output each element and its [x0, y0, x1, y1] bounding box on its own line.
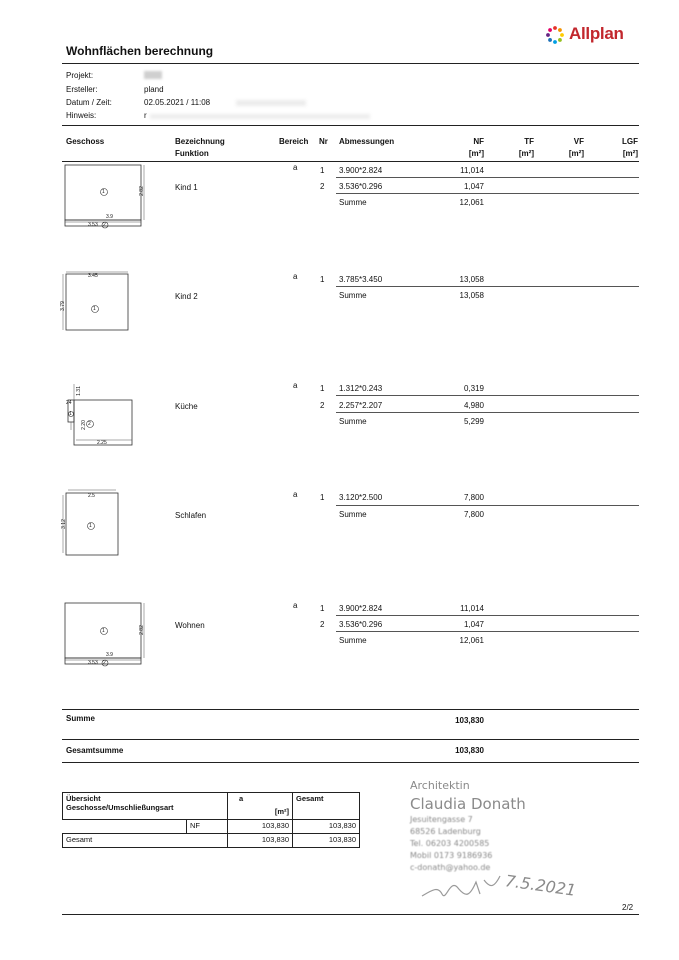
floorplan-sketch-schlafen	[60, 490, 130, 560]
sketch-label-area-2: 2	[103, 222, 106, 228]
room-summe-value: 12,061	[459, 636, 484, 645]
row-rule	[336, 412, 639, 413]
summe-label: Summe	[66, 714, 95, 723]
sketch-label-dim-width: 3.9	[106, 652, 113, 658]
overview-table	[62, 792, 360, 848]
sketch-label-area-1: 1	[69, 411, 72, 417]
overview-title-2: Geschosse/Umschließungsart	[66, 803, 174, 812]
room-summe-label: Summe	[339, 291, 367, 300]
row-dim: 1.312*0.243	[339, 384, 383, 393]
meta-value-ersteller: pland	[144, 85, 164, 94]
row-rule	[336, 193, 639, 194]
col-lgf: LGF	[622, 137, 638, 146]
meta-value-datum: 02.05.2021 / 11:08	[144, 98, 211, 107]
col-bezeichnung: Bezeichnung	[175, 137, 225, 146]
footer-rule	[62, 914, 639, 915]
overview-nf-row	[63, 820, 360, 834]
row-rule	[336, 177, 639, 178]
row-nf: 11,014	[460, 166, 484, 175]
stamp-line-6: Mobil 0173 9186936	[410, 851, 493, 860]
stamp-line-4: 68526 Ladenburg	[410, 827, 481, 836]
room-summe-label: Summe	[339, 636, 367, 645]
room-summe-value: 5,299	[463, 417, 484, 426]
room-name: Küche	[175, 402, 198, 411]
meta-label-hinweis: Hinweis:	[66, 111, 97, 120]
logo-dot	[548, 28, 552, 32]
sketch-label-dim-height: 3.12	[60, 519, 67, 529]
row-nr: 2	[320, 182, 325, 191]
row-nf: 11,014	[460, 604, 484, 613]
sketch-label-area-1: 1	[102, 189, 105, 195]
stamp-line-7: c-donath@yahoo.de	[410, 863, 491, 872]
row-nf: 1,047	[463, 620, 484, 629]
logo-dot	[560, 33, 564, 37]
row-nr: 1	[320, 493, 325, 502]
room-name: Wohnen	[175, 621, 205, 630]
overview-title-cell	[63, 793, 228, 820]
page-title: Wohnflächen berechnung	[66, 44, 214, 58]
sketch-label-area-1: 1	[102, 628, 105, 634]
totals-rule-bottom	[62, 762, 639, 763]
col-funktion: Funktion	[175, 149, 209, 158]
room-summe-value: 12,061	[459, 198, 484, 207]
header-rule	[62, 161, 639, 162]
sketch-label-dim-height: 2.82	[138, 625, 145, 635]
col-vf: VF	[573, 137, 584, 146]
row-dim: 3.785*3.450	[339, 275, 383, 284]
allplan-logo	[545, 24, 635, 46]
overview-col-a	[228, 793, 293, 820]
room-summe-label: Summe	[339, 198, 367, 207]
row-dim: 3.900*2.824	[339, 604, 383, 613]
room-bereich: a	[293, 163, 298, 172]
overview-header-row	[63, 793, 360, 820]
row-rule	[336, 505, 639, 506]
overview-nf-label: NF	[187, 820, 228, 834]
overview-col-unit: [m²]	[274, 807, 289, 816]
sketch-label-area-2: 2	[88, 421, 91, 427]
row-rule	[336, 631, 639, 632]
sketch-label-dim-height: 2.82	[138, 186, 145, 196]
col-tf-unit: [m²]	[518, 149, 534, 158]
sketch-label-area-1: 1	[93, 306, 96, 312]
sketch-label-dim-height: 3.79	[59, 301, 66, 311]
room-summe-value: 7,800	[463, 510, 484, 519]
overview-col-gesamt	[293, 793, 360, 820]
room-summe-label: Summe	[339, 417, 367, 426]
logo-dot	[558, 28, 562, 32]
row-dim: 3.900*2.824	[339, 166, 383, 175]
row-nf: 0,319	[463, 384, 484, 393]
sketch-label-dim-height: 2.20	[80, 420, 87, 430]
room-bereich: a	[293, 272, 298, 281]
room-bereich: a	[293, 381, 298, 390]
overview-gesamt-gesamt: 103,830	[293, 834, 360, 848]
row-dim: 2.257*2.207	[339, 401, 383, 410]
brand-name: Allplan	[569, 24, 624, 43]
gesamtsumme-label: Gesamtsumme	[66, 746, 124, 755]
col-abmessungen: Abmessungen	[339, 137, 395, 146]
room-summe-label: Summe	[339, 510, 367, 519]
logo-dot	[553, 40, 557, 44]
meta-rule	[62, 125, 639, 126]
logo-dot	[558, 38, 562, 42]
redacted-date-note	[236, 100, 306, 106]
logo-dot	[546, 33, 550, 37]
col-nf-unit: [m²]	[468, 149, 484, 158]
room-bereich: a	[293, 601, 298, 610]
col-geschoss: Geschoss	[66, 137, 105, 146]
overview-empty-cell	[63, 820, 187, 834]
sketch-label-dim-width: 3.45	[88, 273, 98, 279]
room-summe-value: 13,058	[459, 291, 484, 300]
row-nr: 2	[320, 401, 325, 410]
row-nr: 2	[320, 620, 325, 629]
overview-title-1: Übersicht	[66, 794, 101, 803]
overview-gesamt-row	[63, 834, 360, 848]
row-rule	[336, 615, 639, 616]
meta-label-projekt: Projekt:	[66, 71, 94, 80]
totals-rule-mid	[62, 739, 639, 740]
row-nf: 4,980	[463, 401, 484, 410]
col-tf: TF	[524, 137, 534, 146]
stamp-line-5: Tel. 06203 4200585	[410, 839, 490, 848]
col-nr: Nr	[319, 137, 328, 146]
room-name: Kind 1	[175, 183, 198, 192]
row-dim: 3.536*0.296	[339, 620, 383, 629]
room-name: Kind 2	[175, 292, 198, 301]
title-rule	[62, 63, 639, 64]
row-nf: 13,058	[459, 275, 484, 284]
overview-gesamt-a: 103,830	[228, 834, 293, 848]
signature-date: 7.5.2021	[504, 871, 578, 900]
redacted-project	[144, 71, 162, 79]
col-vf-unit: [m²]	[568, 149, 584, 158]
room-bereich: a	[293, 490, 298, 499]
overview-gesamt-label: Gesamt	[63, 834, 228, 848]
row-nr: 1	[320, 604, 325, 613]
sketch-label-dim-top: 1.31	[75, 386, 82, 396]
row-dim: 3.536*0.296	[339, 182, 383, 191]
sketch-label-dim-width: 2.25	[97, 440, 107, 446]
summe-value: 103,830	[455, 716, 484, 725]
stamp-line-1: Architektin	[410, 779, 470, 792]
totals-rule-top	[62, 709, 639, 710]
sketch-label-area-1: 1	[89, 523, 92, 529]
row-nf: 7,800	[463, 493, 484, 502]
meta-label-ersteller: Ersteller:	[66, 85, 98, 94]
overview-col-gesamt-label: Gesamt	[296, 794, 324, 803]
row-nr: 1	[320, 166, 325, 175]
page-number: 2/2	[622, 903, 634, 912]
room-name: Schlafen	[175, 511, 207, 520]
sketch-label-dim-bottom: 3.53	[88, 222, 98, 228]
row-dim: 3.120*2.500	[339, 493, 383, 502]
row-nr: 1	[320, 384, 325, 393]
sketch-label-area-2: 2	[103, 660, 106, 666]
row-nf: 1,047	[463, 182, 484, 191]
overview-nf-gesamt: 103,830	[293, 820, 360, 834]
redacted-hinweis-note	[150, 114, 370, 119]
col-bereich: Bereich	[279, 137, 309, 146]
overview-nf-a: 103,830	[228, 820, 293, 834]
allplan-logo-icon	[545, 25, 565, 45]
sketch-label-dim-width: 3.9	[106, 214, 113, 220]
logo-dot	[553, 26, 557, 30]
row-rule	[336, 395, 639, 396]
row-nr: 1	[320, 275, 325, 284]
row-rule	[336, 286, 639, 287]
logo-dot	[548, 38, 552, 42]
sketch-label-dim-width: 2.5	[88, 493, 95, 499]
sketch-label-dim-bottom: 3.53	[88, 660, 98, 666]
col-nf: NF	[473, 137, 484, 146]
stamp-line-3: Jesuitengasse 7	[410, 815, 473, 824]
sketch-label-dim-small: 24	[66, 400, 72, 406]
gesamtsumme-value: 103,830	[455, 746, 484, 755]
col-lgf-unit: [m²]	[622, 149, 638, 158]
stamp-line-2: Claudia Donath	[410, 795, 526, 813]
meta-value-hinweis: r	[144, 111, 147, 120]
meta-label-datum: Datum / Zeit:	[66, 98, 112, 107]
overview-col-a-label: a	[239, 794, 244, 803]
floorplan-sketch-kind-2	[60, 272, 140, 336]
